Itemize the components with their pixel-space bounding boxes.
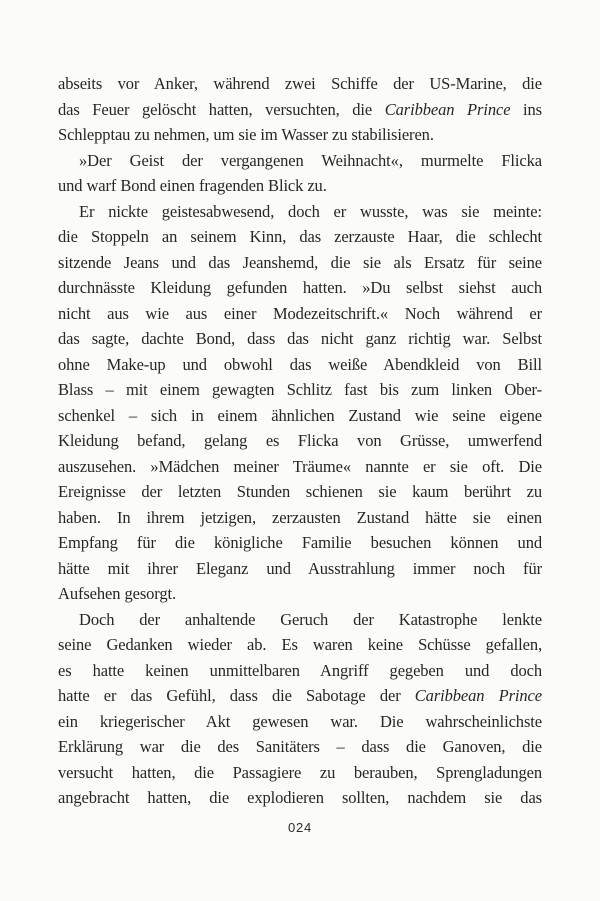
text-segment: Aufsehen gesorgt.	[58, 584, 177, 603]
text-segment: »Der Geist der vergangenen Weihnacht«, murmelte Flicka	[79, 150, 542, 170]
text-segment: es hatte keinen unmittelbaren Angriff gegeben und doch	[58, 660, 542, 680]
text-segment: ins	[510, 99, 542, 119]
text-segment: schenkel – sich in einem ähnlichen Zustand wie seine eigene	[58, 405, 542, 425]
text-segment: die Stoppeln an seinem Kinn, das zerzauste Haar, die schlecht	[58, 227, 542, 246]
text-segment: hatte er das Gefühl, dass die Sabotage der	[58, 686, 415, 705]
text-segment: Doch der anhaltende Geruch der Katastrophe lenkte	[79, 609, 542, 629]
text-line	[58, 224, 542, 250]
text-line	[58, 148, 542, 174]
text-segment: haben. In ihrem jetzigen, zerzausten Zustand hätte sie einen	[58, 507, 542, 527]
text-segment: und warf Bond einen fragenden Blick zu.	[58, 176, 327, 195]
text-segment: das Feuer gelöscht hatten, versuchten, die	[58, 99, 385, 119]
text-segment: Er nickte geistesabwesend, doch er wusste, was sie meinte:	[79, 201, 542, 221]
text-line	[58, 275, 542, 301]
text-segment: durchnässte Kleidung gefunden hatten. »Du selbst siehst auch	[58, 278, 542, 297]
text-line	[58, 505, 542, 531]
text-segment: Blass – mit einem gewagten Schlitz fast bis zum linken Ober-	[58, 380, 542, 399]
text-line	[58, 632, 542, 658]
text-segment: das sagte, dachte Bond, dass das nicht ganz richtig war. Selbst	[58, 329, 542, 348]
text-segment: Schlepptau zu nehmen, um sie im Wasser zu stabilisieren.	[58, 125, 434, 144]
text-line	[58, 479, 542, 505]
text-line	[58, 683, 542, 709]
text-line	[58, 760, 542, 786]
text-line	[58, 250, 542, 276]
text-segment: seine Gedanken wieder ab. Es waren keine Schüsse gefallen,	[58, 635, 542, 654]
text-line	[58, 607, 542, 633]
text-line	[58, 97, 542, 123]
text-segment: versucht hatten, die Passagiere zu berauben, Sprengladungen	[58, 762, 542, 782]
text-line	[58, 785, 542, 811]
text-line	[58, 403, 542, 429]
text-line	[58, 454, 542, 480]
text-line	[58, 428, 542, 454]
text-segment: Ereignisse der letzten Stunden schienen sie kaum berührt zu	[58, 482, 542, 501]
text-line	[58, 734, 542, 760]
text-line	[58, 122, 542, 148]
text-segment: nicht aus wie aus einer Modezeitschrift.« Noch während er	[58, 303, 542, 323]
text-segment: Kleidung befand, gelang es Flicka von Grüsse, umwerfend	[58, 431, 542, 450]
text-line	[58, 658, 542, 684]
text-segment: sitzende Jeans und das Jeanshemd, die sie als Ersatz für seine	[58, 252, 542, 272]
italic-text-segment: Caribbean Prince	[414, 686, 542, 705]
text-line	[58, 377, 542, 403]
text-segment: ohne Make-up und obwohl das weiße Abendkleid von Bill	[58, 354, 542, 374]
text-line	[58, 173, 542, 199]
text-segment: angebracht hatten, die explodieren sollten, nachdem sie das	[58, 788, 542, 807]
text-segment: ein kriegerischer Akt gewesen war. Die wahrscheinlichste	[58, 711, 542, 731]
text-segment: hätte mit ihrer Eleganz und Ausstrahlung immer noch für	[58, 558, 542, 578]
text-line	[58, 326, 542, 352]
text-line	[58, 709, 542, 735]
text-segment: Erklärung war die des Sanitäters – dass die Ganoven, die	[58, 737, 542, 756]
text-line	[58, 301, 542, 327]
italic-text-segment: Caribbean Prince	[384, 99, 511, 119]
page-number: 024	[287, 820, 313, 835]
text-line	[58, 530, 542, 556]
text-line	[58, 71, 542, 97]
text-block	[58, 71, 542, 811]
text-segment: abseits vor Anker, während zwei Schiffe der US-Marine, die	[58, 74, 542, 93]
text-line	[58, 556, 542, 582]
text-line	[58, 581, 542, 607]
text-line	[58, 199, 542, 225]
text-segment: auszusehen. »Mädchen meiner Träume« nannte er sie oft. Die	[58, 456, 542, 476]
text-line	[58, 352, 542, 378]
text-segment: Empfang für die königliche Familie besuchen können und	[58, 533, 542, 552]
